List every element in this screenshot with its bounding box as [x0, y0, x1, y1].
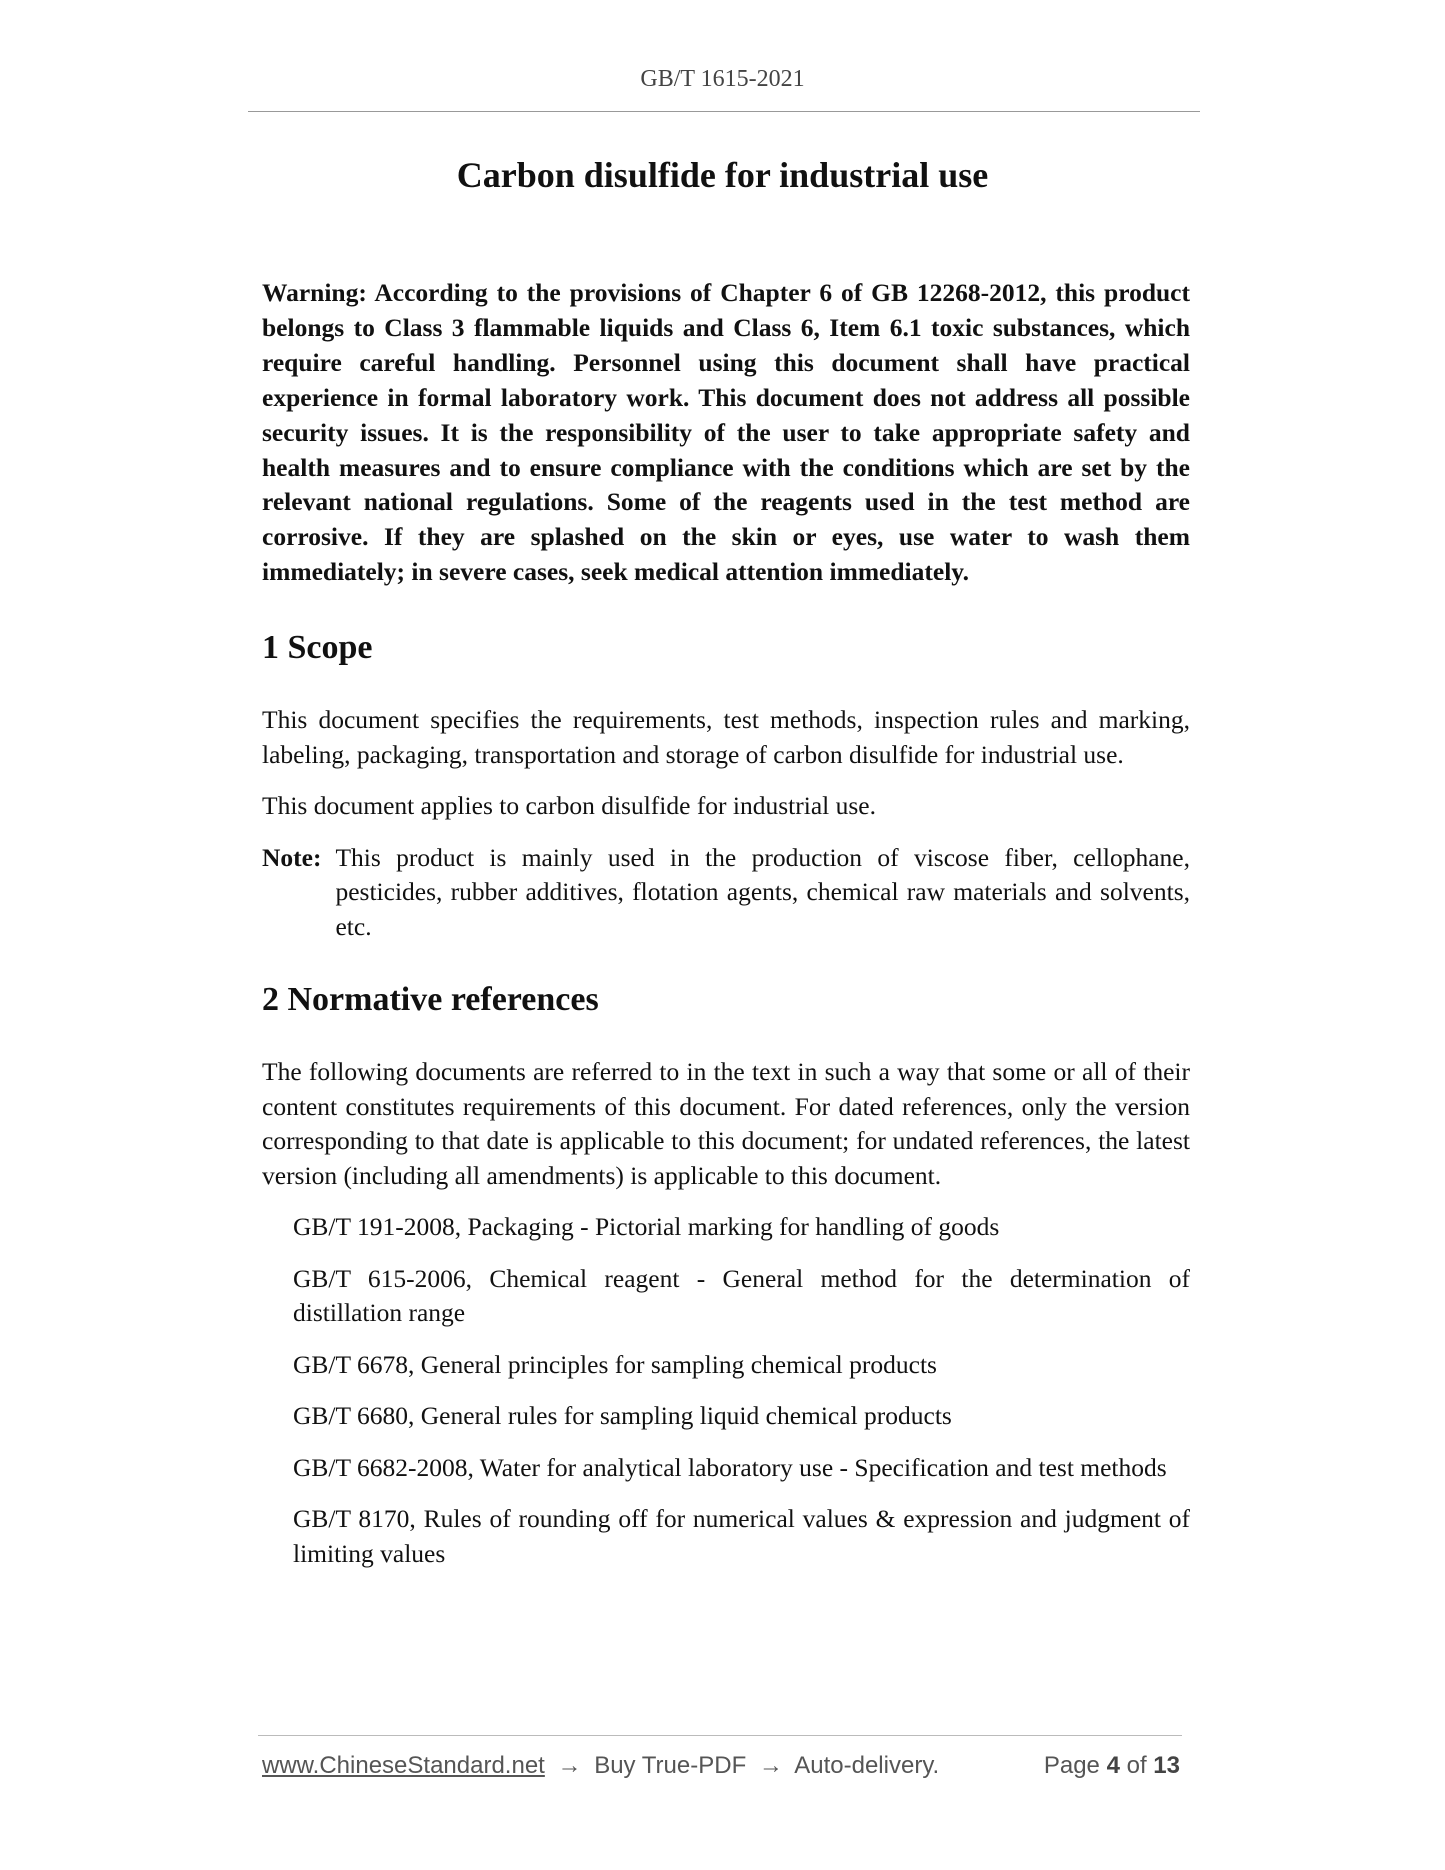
document-body — [262, 276, 1190, 1571]
reference-item: GB/T 6678, General principles for sampling chemical products — [293, 1349, 937, 1379]
page-indicator — [1044, 1752, 1180, 1780]
warning-paragraph: Warning: According to the provisions of Chapter 6 of GB 12268-2012, this product belongs to Class 3 flammable liquids and Class 6, Item 6.1 toxic substances, which require careful handling. Personnel using this document shall have practical experience in formal laboratory work. This document does not address all possible security issues. It is the responsibility of the user to take appropriate safety and health measures and to ensure compliance with the conditions which are set by the relevant national regulations. Some of the reagents used in the test method are corrosive. If they are splashed on the skin or eyes, use water to wash them immediately; in severe cases, seek medical attention immediately. — [262, 278, 1190, 587]
right-arrow-icon: → — [758, 1752, 783, 1779]
page-total: 13 — [1153, 1752, 1180, 1779]
section-heading-scope: 1 Scope — [262, 629, 373, 667]
reference-item: GB/T 191-2008, Packaging - Pictorial marking for handling of goods — [293, 1212, 1000, 1242]
footer-divider — [258, 1735, 1182, 1736]
site-link[interactable]: www.ChineseStandard.net — [262, 1752, 545, 1779]
page-footer — [262, 1752, 1180, 1780]
scope-note — [262, 841, 1190, 945]
note-text-content: This product is mainly used in the production of viscose fiber, cellophane, pesticides, rubber additives, flotation agents, chemical raw materials and solvents, etc. — [335, 842, 1190, 941]
page-current: 4 — [1106, 1752, 1120, 1779]
document-title: Carbon disulfide for industrial use — [456, 155, 989, 195]
right-arrow-icon: → — [557, 1752, 582, 1779]
note-label: Note: — [262, 842, 322, 872]
reference-item: GB/T 615-2006, Chemical reagent - General method for the determination of distillation range — [293, 1263, 1190, 1328]
buy-text: Buy True-PDF — [594, 1752, 747, 1779]
reference-item: GB/T 8170, Rules of rounding off for numerical values & expression and judgment of limiting values — [293, 1504, 1190, 1568]
page-of-label: of — [1126, 1752, 1147, 1779]
footer-promo — [262, 1752, 939, 1780]
header-divider — [248, 111, 1200, 112]
reference-item: GB/T 6680, General rules for sampling liquid chemical products — [293, 1401, 952, 1431]
note-text — [321, 841, 1190, 945]
section-heading-normative-references: 2 Normative references — [262, 981, 599, 1019]
delivery-text: Auto-delivery. — [794, 1752, 940, 1779]
references-intro: The following documents are referred to in the text in such a way that some or all of their content constitutes requirements of this document. For dated references, only the version corresponding to that date is applicable to this document; for undated references, the latest version (including all amendments) is applicable to this document. — [262, 1057, 1190, 1190]
scope-paragraph-2: This document applies to carbon disulfide for industrial use. — [262, 791, 876, 821]
reference-item: GB/T 6682-2008, Water for analytical laboratory use - Specification and test methods — [293, 1452, 1167, 1482]
header-doc-code: GB/T 1615-2021 — [640, 66, 805, 92]
scope-paragraph-1: This document specifies the requirements, test methods, inspection rules and marking, labeling, packaging, transportation and storage of carbon disulfide for industrial use. — [262, 705, 1190, 769]
page-label: Page — [1043, 1752, 1100, 1779]
